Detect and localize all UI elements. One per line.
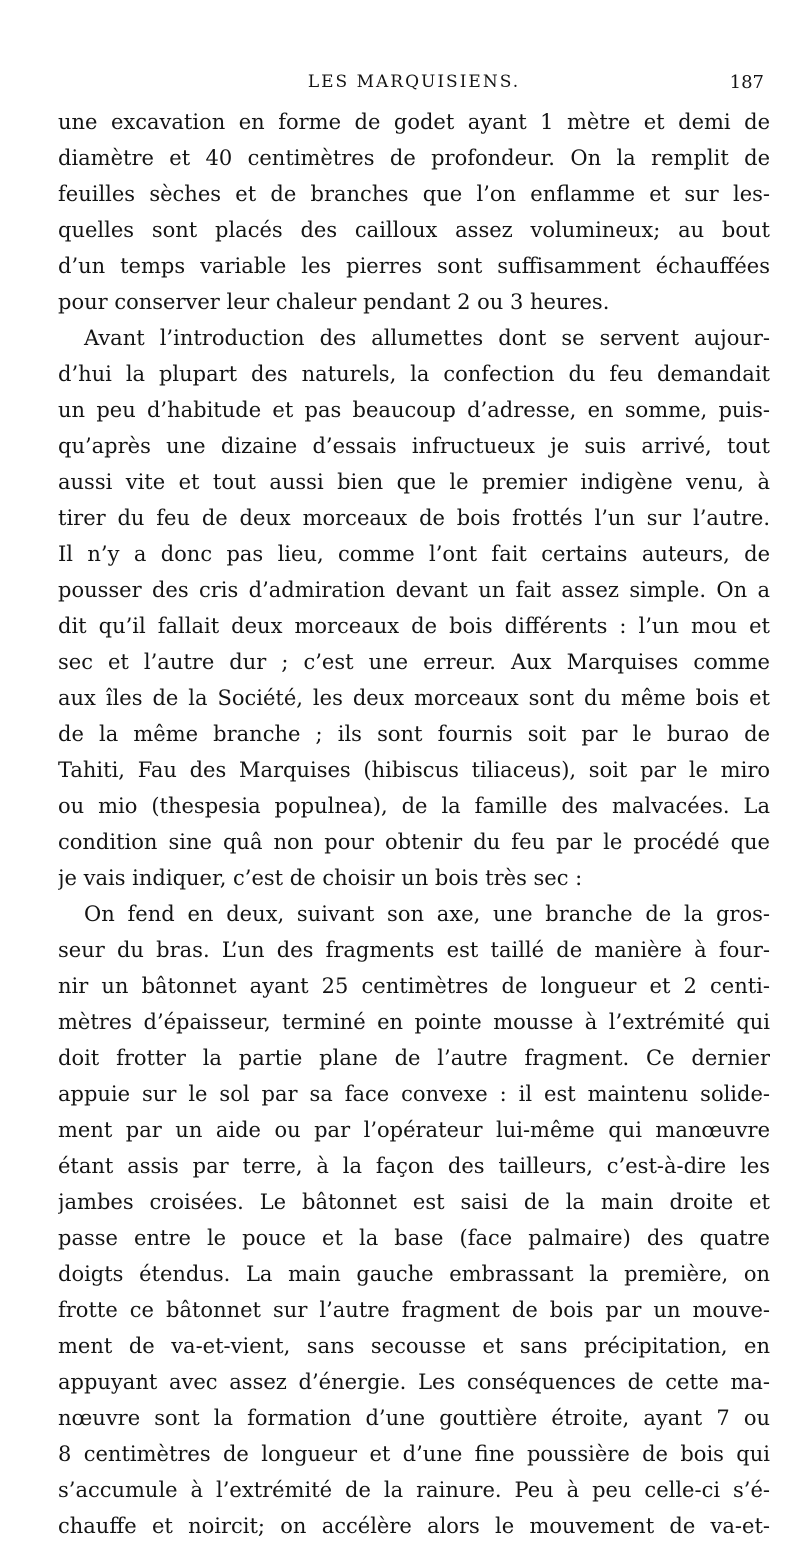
- text-line: nir un bâtonnet ayant 25 centimètres de longueur et 2 centi-: [58, 974, 770, 998]
- text-line: s’accumule à l’extrémité de la rainure. Peu à peu celle-ci s’é-: [58, 1478, 770, 1502]
- text-line: une excavation en forme de godet ayant 1 mètre et demi de: [58, 110, 770, 134]
- text-line: ou mio (thespesia populnea), de la famille des malvacées. La: [58, 794, 770, 818]
- text-line: appuyant avec assez d’énergie. Les conséquences de cette ma-: [58, 1370, 770, 1394]
- text-line: Il n’y a donc pas lieu, comme l’ont fait certains auteurs, de: [58, 542, 770, 566]
- text-line: tirer du feu de deux morceaux de bois frottés l’un sur l’autre.: [58, 506, 770, 530]
- text-line: pour conserver leur chaleur pendant 2 ou 3 heures.: [58, 290, 610, 314]
- text-line: appuie sur le sol par sa face convexe : il est maintenu solide-: [58, 1082, 770, 1106]
- text-line: mètres d’épaisseur, terminé en pointe mousse à l’extrémité qui: [58, 1010, 770, 1034]
- text-line: quelles sont placés des cailloux assez volumineux; au bout: [58, 218, 770, 242]
- text-line: d’un temps variable les pierres sont suffisamment échauffées: [58, 254, 770, 278]
- text-line: Avant l’introduction des allumettes dont se servent aujour-: [84, 326, 770, 350]
- text-line: feuilles sèches et de branches que l’on enflamme et sur les-: [58, 182, 770, 206]
- text-line: 8 centimètres de longueur et d’une fine poussière de bois qui: [58, 1442, 770, 1466]
- text-line: ment de va-et-vient, sans secousse et sans précipitation, en: [58, 1334, 770, 1358]
- text-line: frotte ce bâtonnet sur l’autre fragment de bois par un mouve-: [58, 1298, 770, 1322]
- running-title: LES MARQUISIENS.: [307, 72, 521, 92]
- text-line: On fend en deux, suivant son axe, une branche de la gros-: [84, 902, 770, 926]
- text-line: dit qu’il fallait deux morceaux de bois différents : l’un mou et: [58, 614, 770, 638]
- text-line: qu’après une dizaine d’essais infructueux je suis arrivé, tout: [58, 434, 770, 458]
- text-line: nœuvre sont la formation d’une gouttière étroite, ayant 7 ou: [58, 1406, 770, 1430]
- text-line: je vais indiquer, c’est de choisir un bois très sec :: [58, 866, 583, 890]
- text-line: sec et l’autre dur ; c’est une erreur. Aux Marquises comme: [58, 650, 770, 674]
- text-line: chauffe et noircit; on accélère alors le mouvement de va-et-: [58, 1514, 770, 1538]
- text-line: doigts étendus. La main gauche embrassant la première, on: [58, 1262, 770, 1286]
- running-head: [58, 72, 770, 102]
- text-line: pousser des cris d’admiration devant un fait assez simple. On a: [58, 578, 770, 602]
- text-line: d’hui la plupart des naturels, la confection du feu demandait: [58, 362, 770, 386]
- text-line: ment par un aide ou par l’opérateur lui-même qui manœuvre: [58, 1118, 770, 1142]
- page-number: 187: [729, 72, 764, 93]
- text-line: Tahiti, Fau des Marquises (hibiscus tiliaceus), soit par le miro: [58, 758, 770, 782]
- text-line: étant assis par terre, à la façon des tailleurs, c’est-à-dire les: [58, 1154, 770, 1178]
- text-line: passe entre le pouce et la base (face palmaire) des quatre: [58, 1226, 770, 1250]
- text-line: un peu d’habitude et pas beaucoup d’adresse, en somme, puis-: [58, 398, 770, 422]
- text-line: de la même branche ; ils sont fournis soit par le burao de: [58, 722, 770, 746]
- body-text: [58, 104, 770, 1544]
- text-line: doit frotter la partie plane de l’autre fragment. Ce dernier: [58, 1046, 770, 1070]
- text-line: aussi vite et tout aussi bien que le premier indigène venu, à: [58, 470, 770, 494]
- text-line: condition sine quâ non pour obtenir du feu par le procédé que: [58, 830, 770, 854]
- text-line: diamètre et 40 centimètres de profondeur. On la remplit de: [58, 146, 770, 170]
- text-line: aux îles de la Société, les deux morceaux sont du même bois et: [58, 686, 770, 710]
- text-line: jambes croisées. Le bâtonnet est saisi de la main droite et: [58, 1190, 770, 1214]
- text-line: seur du bras. L’un des fragments est taillé de manière à four-: [58, 938, 770, 962]
